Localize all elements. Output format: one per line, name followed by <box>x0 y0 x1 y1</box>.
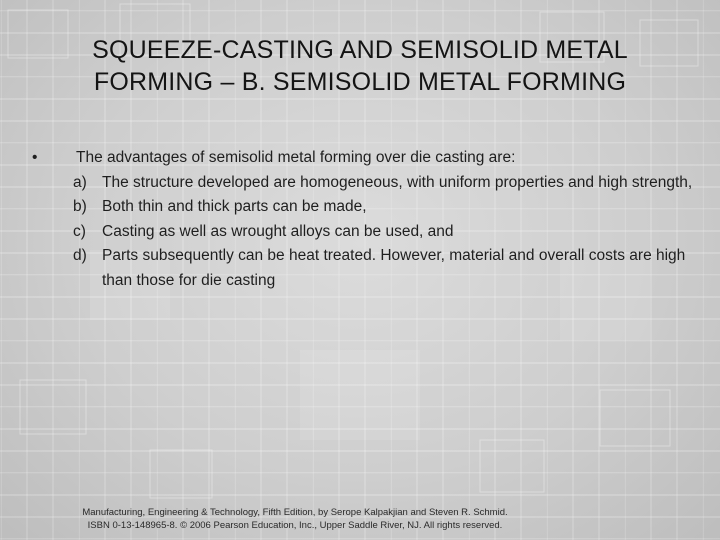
list-item-marker: b) <box>73 198 87 215</box>
list-item <box>72 195 698 220</box>
bullet-icon: • <box>32 149 38 166</box>
list-item-marker: a) <box>73 173 87 191</box>
list-item-text: The structure developed are homogeneous, with uniform properties and high strength, <box>102 173 693 191</box>
copyright-footer <box>60 506 530 532</box>
main-bullet <box>28 146 698 171</box>
bullet-text: The advantages of semisolid metal forming over die casting are: <box>76 149 516 166</box>
list-item <box>72 244 698 293</box>
title-line-1: SQUEEZE-CASTING AND SEMISOLID METAL <box>92 36 628 64</box>
list-item-text: Both thin and thick parts can be made, <box>102 198 367 215</box>
list-item-text: Parts subsequently can be heat treated. However, material and overall costs are high than those for die casting <box>102 247 686 289</box>
list-item <box>72 220 698 245</box>
footer-line-1: Manufacturing, Engineering & Technology, Fifth Edition, by Serope Kalpakjian and Steven R. Schmid. <box>82 507 508 518</box>
list-item-marker: d) <box>73 247 87 264</box>
list-item-marker: c) <box>73 222 86 240</box>
slide-body <box>28 146 698 293</box>
footer-line-2: ISBN 0-13-148965-8. © 2006 Pearson Education, Inc., Upper Saddle River, NJ. All rights reserved. <box>87 520 503 531</box>
slide-title <box>30 34 690 98</box>
list-item <box>72 171 698 196</box>
list-item-text: Casting as well as wrought alloys can be used, and <box>102 222 454 240</box>
advantages-list <box>72 171 698 294</box>
title-line-2: FORMING – B. SEMISOLID METAL FORMING <box>93 68 627 96</box>
